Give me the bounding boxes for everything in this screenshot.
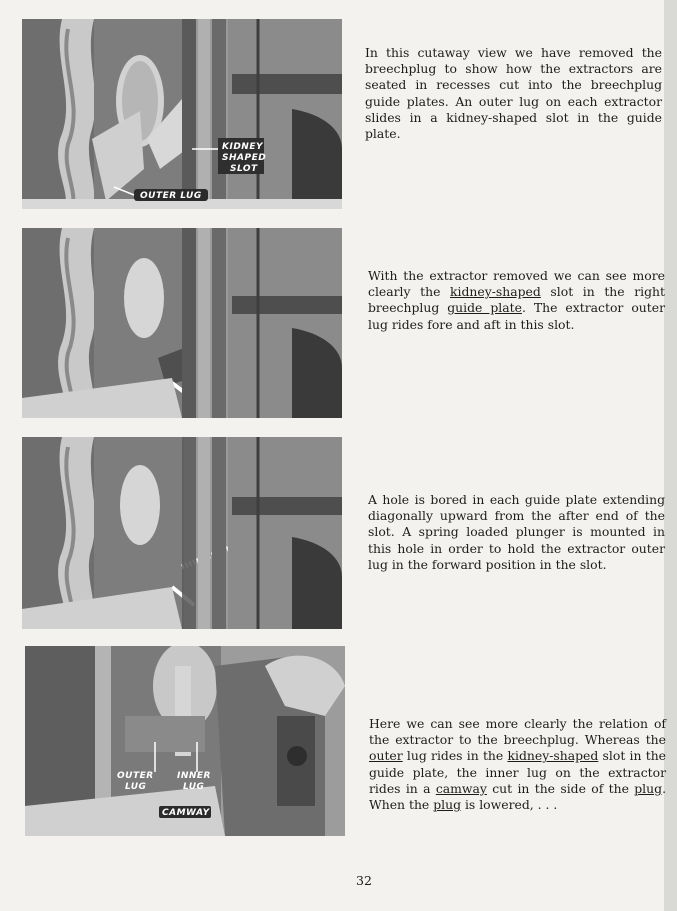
label-shaped: SHAPED xyxy=(222,153,267,163)
caption-4-text: Here we can see more clearly the relation of the extractor to the breechplug. Whereas the outer lug rides in the kidney-shaped slot in the guide plate, the inner lug on the extractor rides in a camway cut in the side of the plug. When the plug is lowered, . . . xyxy=(369,716,667,813)
figure-2-photo xyxy=(22,228,342,418)
label-outer-lug-2: LUG xyxy=(125,782,147,792)
caption-2 xyxy=(368,268,665,333)
label-kidney: KIDNEY xyxy=(222,142,263,152)
caption-2-text: With the extractor removed we can see more clearly the kidney-shaped slot in the right breechplug guide plate. The extractor outer lug rides fore and aft in this slot. xyxy=(368,268,666,332)
caption-3 xyxy=(368,492,665,573)
figure-1-photo xyxy=(22,19,342,209)
label-inner: INNER xyxy=(177,771,211,781)
page-number: 32 xyxy=(356,873,372,888)
figure-4-photo xyxy=(25,646,345,836)
caption-4 xyxy=(369,716,666,813)
label-outer-lug: OUTER LUG xyxy=(140,191,202,201)
label-inner-lug: LUG xyxy=(183,782,205,792)
label-outer: OUTER xyxy=(117,771,154,781)
caption-1-text: In this cutaway view we have removed the breechplug to show how the extractors are seated in recesses cut into the breechplug guide plates. An outer lug on each extractor slides in a kidney-shaped slot in the guide plate. xyxy=(365,45,662,142)
caption-1 xyxy=(365,45,662,142)
label-camway: CAMWAY xyxy=(162,808,210,818)
caption-3-text: A hole is bored in each guide plate extending diagonally upward from the after end of the slot. A spring loaded plunger is mounted in this hole in order to hold the extractor outer lug in the forward position in the slot. xyxy=(368,492,665,572)
label-slot: SLOT xyxy=(230,164,258,174)
figure-3-photo xyxy=(22,437,342,629)
